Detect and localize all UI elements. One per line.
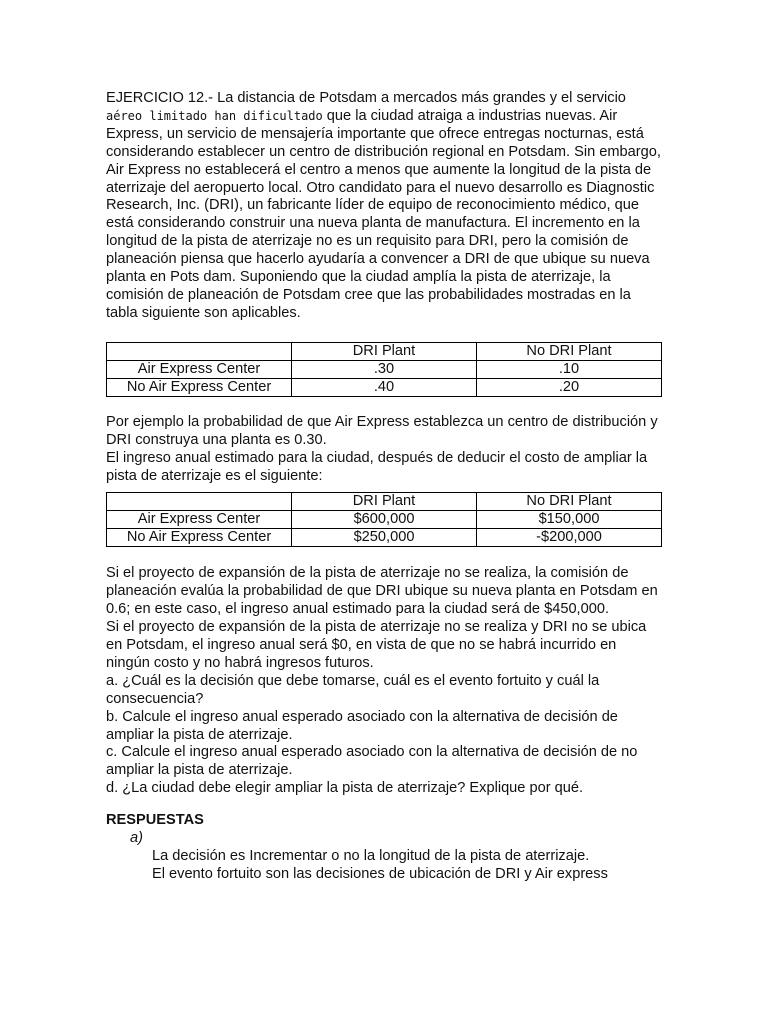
question-c: c. Calcule el ingreso anual esperado asociado con la alternativa de decisión de no ampliar la pista de aterrizaje.: [106, 744, 638, 779]
respuestas-heading: RESPUESTAS: [106, 812, 204, 829]
table-cell: .30: [292, 360, 477, 378]
table-header-cell: No DRI Plant: [477, 493, 662, 511]
table-header-row: [107, 342, 662, 360]
table-row: [107, 378, 662, 396]
question-d: d. ¿La ciudad debe elegir ampliar la pista de aterrizaje? Explique por qué.: [106, 780, 584, 797]
intro-paragraph: [106, 90, 662, 323]
table-header-cell: No DRI Plant: [477, 342, 662, 360]
intro-part-1: EJERCICIO 12.- La distancia de Potsdam a mercados más grandes y el servicio: [106, 90, 626, 106]
answer-a-line-2: El evento fortuito son las decisiones de ubicación de DRI y Air express: [152, 865, 608, 882]
table-cell: $250,000: [292, 529, 477, 547]
table-header-cell: DRI Plant: [292, 493, 477, 511]
table-row: [107, 360, 662, 378]
answer-a-label: a): [130, 830, 143, 847]
table-header-row: [107, 493, 662, 511]
table-cell: .10: [477, 360, 662, 378]
no-expansion-paragraph: Si el proyecto de expansión de la pista de aterrizaje no se realiza, la comisión de planeación evalúa la probabilidad de que DRI ubique su nueva planta en Potsdam en 0.6; en este caso, el ingreso anual estimado para la ciudad será de $450,000.: [106, 565, 658, 618]
table-header-cell: DRI Plant: [292, 342, 477, 360]
table-cell: No Air Express Center: [107, 378, 292, 396]
income-intro-paragraph: El ingreso anual estimado para la ciudad, después de deducir el costo de ampliar la pista de aterrizaje es el siguiente:: [106, 449, 648, 484]
answer-a-line-1: La decisión es Incrementar o no la longitud de la pista de aterrizaje.: [152, 848, 590, 864]
table-row: [107, 529, 662, 547]
table-cell: .20: [477, 378, 662, 396]
table-row: [107, 511, 662, 529]
question-a: a. ¿Cuál es la decisión que debe tomarse, cuál es el evento fortuito y cuál la consecuencia?: [106, 672, 600, 707]
example-paragraph: Por ejemplo la probabilidad de que Air Express establezca un centro de distribución y DRI construya una planta es 0.30.: [106, 413, 658, 448]
table-cell: Air Express Center: [107, 511, 292, 529]
document-page: [106, 90, 662, 884]
table-cell: $600,000: [292, 511, 477, 529]
probability-table: [106, 342, 662, 397]
table-cell: $150,000: [477, 511, 662, 529]
income-table: [106, 492, 662, 547]
question-b: b. Calcule el ingreso anual esperado asociado con la alternativa de decisión de ampliar la pista de aterrizaje.: [106, 708, 618, 743]
table-header-cell: [107, 342, 292, 360]
table-cell: -$200,000: [477, 529, 662, 547]
intro-mono-phrase: aéreo limitado han dificultado: [106, 108, 323, 123]
table-cell: No Air Express Center: [107, 529, 292, 547]
table-cell: Air Express Center: [107, 360, 292, 378]
no-expansion-no-dri-paragraph: Si el proyecto de expansión de la pista de aterrizaje no se realiza y DRI no se ubica en Potsdam, el ingreso anual será $0, en vista de que no se habrá incurrido en ningún costo y no habrá ingresos futuros.: [106, 619, 647, 671]
intro-part-2: que la ciudad atraiga a industrias nuevas. Air Express, un servicio de mensajería importante que ofrece entregas nocturnas, está considerando establecer un centro de distribución regional en Potsdam. Sin embargo, Air Express no establecerá el centro a menos que aumente la longitud de la pista de aterrizaje del aeropuerto local. Otro candidato para el nuevo desarrollo es Diagnostic Research, Inc. (DRI), un fabricante líder de equipo de reconocimiento médico, que está considerando construir una nueva planta de manufactura. El incremento en la longitud de la pista de aterrizaje no es un requisito para DRI, pero la comisión de planeación piensa que hacerlo ayudaría a convencer a DRI de que ubique su nueva planta en Pots dam. Suponiendo que la ciudad amplía la pista de aterrizaje, la comisión de planeación de Potsdam cree que las probabilidades mostradas en la tabla siguiente son aplicables.: [106, 107, 661, 321]
table-header-cell: [107, 493, 292, 511]
table-cell: .40: [292, 378, 477, 396]
